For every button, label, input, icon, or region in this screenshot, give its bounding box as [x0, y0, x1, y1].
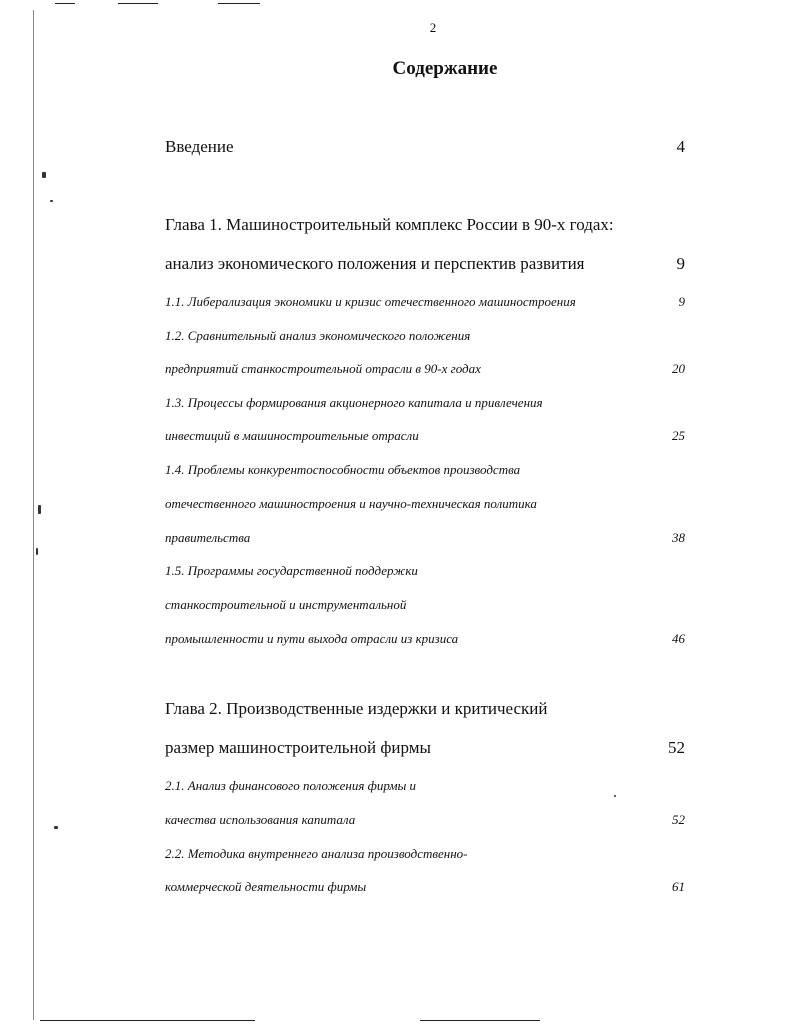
toc-entry-text: промышленности и пути выхода отрасли из кризиса — [165, 631, 459, 646]
toc-entry-text: коммерческой деятельности фирмы — [165, 879, 367, 894]
speck — [54, 826, 58, 829]
toc-entry-text: 1.4. Проблемы конкурентоспособности объектов производства — [165, 462, 521, 477]
toc-entry — [165, 530, 685, 546]
toc-entry-text: предприятий станкостроительной отрасли в 90-х годах — [165, 361, 481, 376]
toc-entry-text: размер машиностроительной фирмы — [165, 738, 431, 757]
scan-edge-top-1 — [55, 3, 75, 4]
toc-entry-text: правительства — [165, 530, 251, 545]
toc-entry — [165, 496, 685, 512]
toc-entry — [165, 699, 685, 719]
toc-entry-text: отечественного машиностроения и научно-техническая политика — [165, 496, 537, 511]
speck — [50, 200, 53, 202]
toc-entry — [165, 812, 685, 828]
toc-entry-text: Глава 2. Производственные издержки и критический — [165, 699, 548, 718]
toc-entry — [165, 631, 685, 647]
toc-entry-text: 2.1. Анализ финансового положения фирмы и — [165, 778, 417, 793]
scan-edge-top-3 — [218, 3, 260, 4]
toc-entry-page: 61 — [672, 879, 685, 894]
toc-entry-text: станкостроительной и инструментальной — [165, 597, 407, 612]
toc-entry-page: 25 — [672, 428, 685, 443]
page-title: Содержание — [392, 58, 498, 79]
toc-entry-page: 4 — [676, 137, 685, 156]
scan-edge-top-2 — [118, 3, 158, 4]
toc-entry-text: анализ экономического положения и перспектив развития — [165, 254, 585, 273]
page-number: 2 — [429, 20, 437, 35]
toc-entry — [165, 294, 685, 310]
toc-entry-text: Глава 1. Машиностроительный комплекс России в 90-х годах: — [165, 215, 614, 234]
speck — [614, 795, 616, 797]
toc-entry — [165, 215, 685, 235]
toc-entry-page: 38 — [672, 530, 685, 545]
toc-entry — [165, 778, 685, 794]
toc-entry-page: 52 — [668, 738, 685, 757]
toc-entry — [165, 846, 685, 862]
toc-entry-text: Введение — [165, 137, 234, 156]
toc-entry — [165, 563, 685, 579]
toc-entry — [165, 879, 685, 895]
toc-entry-page: 9 — [676, 254, 685, 273]
toc-entry — [165, 328, 685, 344]
toc-entry-text: качества использования капитала — [165, 812, 356, 827]
scan-edge-left — [33, 10, 34, 1020]
toc-entry-page: 52 — [672, 812, 685, 827]
toc-entry-page: 20 — [672, 361, 685, 376]
toc-entry-text: 1.5. Программы государственной поддержки — [165, 563, 418, 578]
toc-entry — [165, 597, 685, 613]
toc-entry — [165, 361, 685, 377]
speck — [36, 548, 38, 555]
toc-entry-text: 1.1. Либерализация экономики и кризис отечественного машиностроения — [165, 294, 576, 309]
toc-entry — [165, 137, 685, 157]
toc-entry — [165, 462, 685, 478]
toc-entry-text: 1.3. Процессы формирования акционерного капитала и привлечения — [165, 395, 543, 410]
speck — [42, 172, 46, 178]
speck — [38, 505, 41, 514]
toc-entry — [165, 395, 685, 411]
toc-entry — [165, 738, 685, 758]
toc-entry — [165, 254, 685, 274]
toc-entry-page: 9 — [678, 294, 685, 309]
scan-edge-bottom-2 — [420, 1020, 540, 1021]
scan-edge-bottom-1 — [40, 1020, 255, 1021]
toc-entry-text: 2.2. Методика внутреннего анализа производственно- — [165, 846, 468, 861]
toc-entry-text: 1.2. Сравнительный анализ экономического положения — [165, 328, 471, 343]
toc-entry — [165, 428, 685, 444]
toc-entry-text: инвестиций в машиностроительные отрасли — [165, 428, 419, 443]
toc-entry-page: 46 — [672, 631, 685, 646]
